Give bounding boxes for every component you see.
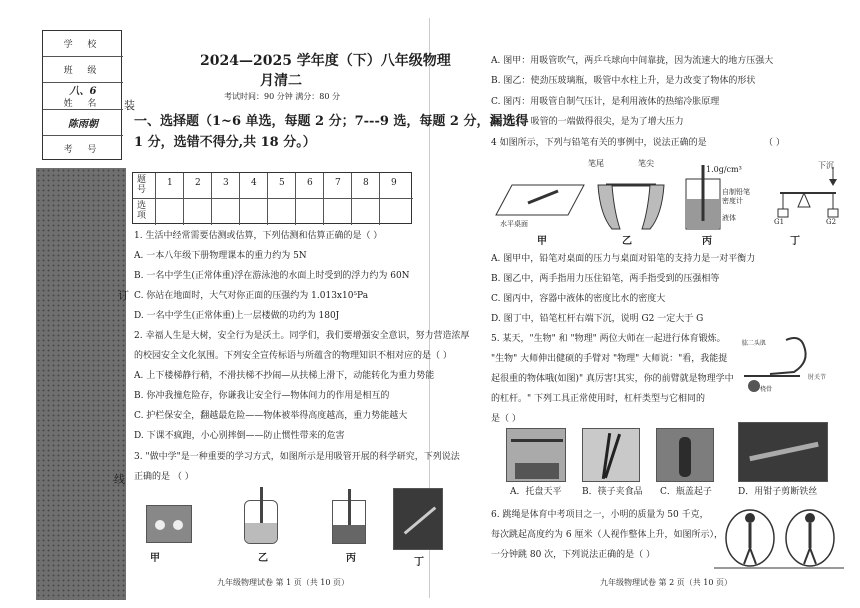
q4-answer-paren: （ ） bbox=[764, 138, 785, 148]
q5-label-muscle: 肱二头肌 bbox=[742, 340, 767, 347]
q4-label-density: 1.0g/cm³ bbox=[706, 165, 742, 174]
q3-figure-jia bbox=[146, 505, 192, 543]
footer-left: 九年级物理试卷 第 1 页（共 10 页） bbox=[217, 578, 349, 587]
q1-option-c: C. 你站在地面时，大气对你正面的压强约为 1.013x10⁵Pa bbox=[134, 291, 369, 301]
q4-label-g2: G2 bbox=[826, 218, 837, 226]
q5-photo-bottle-opener bbox=[656, 428, 714, 482]
binding-mark-ding: 订 bbox=[118, 289, 129, 302]
q4-option-d: D. 图丁中，铅笔杠杆右端下沉，说明 G2 一定大于 G bbox=[491, 314, 704, 324]
q4-label-liquid: 液体 bbox=[722, 214, 736, 222]
answer-table-num: 2 bbox=[195, 178, 201, 188]
q5-label-joint: 肘关节 bbox=[808, 374, 827, 381]
q3-option-a: A. 图甲：用吸管吹气，两乒乓球向中间靠拢，因为流速大的地方压强大 bbox=[491, 56, 774, 66]
q4-option-c: C. 图丙中，容器中液体的密度比水的密度大 bbox=[491, 294, 666, 304]
q4-label-pencil-tip: 笔尖 bbox=[638, 159, 654, 168]
q4-label-down: 下沉 bbox=[818, 161, 834, 170]
q4-figure-ding bbox=[778, 167, 838, 217]
q4-caption-jia: 甲 bbox=[537, 236, 547, 247]
q4-label-hydrometer: 自制铅笔密度计 bbox=[722, 188, 750, 205]
section-heading-line1: 一、选择题（1~6 单选，每题 2 分；7---9 选，每题 2 分，漏选得 bbox=[134, 114, 529, 129]
q1-option-d: D. 一名中学生(正常体重)上一层楼做的功约为 180J bbox=[134, 311, 340, 321]
q2-option-b: B. 你冲我撞危险存，你谦我让安全行—物体间力的作用是相互的 bbox=[134, 391, 390, 401]
q6-line1: 6. 跳绳是体育中考项目之一，小明的质量为 50 千克， bbox=[491, 510, 709, 520]
exam-title: 2024—2025 学年度（下）八年级物理 bbox=[200, 53, 451, 69]
q3-option-b: B. 图乙：使劲压玻璃瓶，吸管中水柱上升，是力改变了物体的形状 bbox=[491, 76, 756, 86]
q5-line5: 是（ ） bbox=[491, 414, 521, 424]
q3-figure-yi bbox=[244, 500, 278, 544]
q3-figure-ding bbox=[393, 488, 443, 550]
q4-figure-yi bbox=[598, 185, 664, 229]
q3-option-d: D. 图丁：吸管的一端做得很尖，是为了增大压力 bbox=[491, 117, 684, 127]
q4-label-table: 水平桌面 bbox=[500, 220, 528, 228]
q2-option-c: C. 护栏保安全，翻越最危险——物体被举得高度越高，重力势能越大 bbox=[134, 411, 408, 421]
q5-option-b: B．筷子夹食品 bbox=[582, 487, 643, 497]
q3-stem-line2: 正确的是 （ ） bbox=[134, 472, 194, 482]
q4-caption-ding: 丁 bbox=[790, 236, 800, 247]
q4-label-g1: G1 bbox=[774, 218, 785, 226]
answer-table-num: 1 bbox=[167, 178, 173, 188]
class-label: 班 级 bbox=[43, 57, 123, 83]
q5-photo-pliers bbox=[738, 422, 828, 482]
q1-option-b: B. 一名中学生(正常体重)浮在游泳池的水面上时受到的浮力约为 60N bbox=[134, 271, 410, 281]
answer-table-num: 4 bbox=[251, 178, 257, 188]
name-label: 姓 名 bbox=[43, 96, 123, 110]
q5-option-c: C．瓶盖起子 bbox=[660, 487, 712, 497]
q5-photo-balance bbox=[506, 428, 566, 482]
q4-option-b: B. 图乙中，两手指用力压住铅笔，两手指受到的压强相等 bbox=[491, 274, 720, 284]
student-info-table bbox=[42, 30, 122, 160]
q5-line4: 的杠杆。" 下列工具正常使用时，杠杆类型与它相同的 bbox=[491, 394, 706, 404]
answer-table-num: 5 bbox=[279, 178, 285, 188]
answer-table-num: 9 bbox=[391, 178, 397, 188]
q1-option-a: A. 一本八年级下册物理课本的重力约为 5N bbox=[134, 251, 307, 261]
q3-option-c: C. 图丙：用吸管自制气压计，是利用液体的热缩冷胀原理 bbox=[491, 97, 720, 107]
name-value: 陈雨朝 bbox=[43, 110, 123, 136]
q2-stem-line2: 的校园安全文化氛围。下列安全宣传标语与所蕴含的物理知识不相对应的是（ ） bbox=[134, 351, 452, 361]
exam-subtitle: 月清二 bbox=[260, 73, 302, 89]
q4-figure-jia bbox=[496, 185, 584, 215]
answer-table-num: 7 bbox=[335, 178, 341, 188]
q5-photo-chopsticks bbox=[582, 428, 640, 482]
exam-number-label: 考 号 bbox=[63, 144, 103, 155]
answer-table-num: 8 bbox=[363, 178, 369, 188]
binding-mark-xian: 线 bbox=[114, 473, 125, 486]
q2-option-d: D. 下课不疯跑，小心别摔倒——防止惯性带来的危害 bbox=[134, 431, 345, 441]
answer-table bbox=[132, 172, 412, 224]
footer-right: 九年级物理试卷 第 2 页（共 10 页） bbox=[600, 578, 732, 587]
q3-label-jia: 甲 bbox=[150, 553, 160, 564]
q5-line1: 5. 某天，"生物" 和 "物理" 两位大师在一起进行体育锻炼。 bbox=[491, 334, 726, 344]
q1-stem: 1. 生活中经常需要估测或估算，下列估测和估算正确的是（ ） bbox=[134, 231, 383, 241]
q6-jumprope-figure bbox=[714, 508, 844, 570]
q3-label-yi: 乙 bbox=[258, 553, 268, 564]
q3-figure-bing bbox=[332, 500, 366, 544]
q4-caption-yi: 乙 bbox=[622, 236, 632, 247]
q5-option-d: D．用钳子剪断铁丝 bbox=[738, 487, 818, 497]
answer-table-row1-label: 题号 bbox=[137, 175, 147, 195]
q6-line2: 每次跳起高度约为 6 厘米（人视作整体上升，如图所示）， bbox=[491, 530, 723, 540]
q3-label-bing: 丙 bbox=[346, 553, 356, 564]
q2-stem-line1: 2. 幸福人生是大树，安全行为是沃土。同学们，我们要增强安全意识，努力营造浓厚 bbox=[134, 331, 470, 341]
q4-stem: 4 如图所示，下列与铅笔有关的事例中，说法正确的是 bbox=[491, 138, 707, 148]
q4-caption-bing: 丙 bbox=[702, 236, 712, 247]
q6-line3: 一分钟跳 80 次，下列说法正确的是（ ） bbox=[491, 550, 656, 560]
school-label: 学 校 bbox=[43, 31, 123, 57]
class-value: 八、6 bbox=[69, 86, 97, 97]
shaded-margin-strip bbox=[36, 168, 126, 600]
q5-line2: "生物" 大师伸出健硕的手臂对 "物理" 大师说："看，我能提 bbox=[491, 354, 728, 364]
section-heading-line2: 1 分，选错不得分,共 18 分。） bbox=[134, 135, 316, 150]
answer-table-num: 3 bbox=[223, 178, 229, 188]
exam-info: 考试时间：90 分钟 满分：80 分 bbox=[224, 92, 340, 101]
q4-option-a: A. 图甲中，铅笔对桌面的压力与桌面对铅笔的支持力是一对平衡力 bbox=[491, 254, 756, 264]
answer-table-num: 6 bbox=[307, 178, 313, 188]
q5-label-radius: 桡骨 bbox=[760, 386, 773, 393]
q3-label-ding: 丁 bbox=[414, 557, 424, 568]
q5-line3: 起很重的物体哦(如图)" 真厉害!其实，你的前臂就是物理学中 bbox=[491, 374, 734, 384]
q5-option-a: A．托盘天平 bbox=[510, 487, 562, 497]
q2-option-a: A. 上下楼梯静行稍，不滑扶梯不抄闹—从扶梯上滑下，动能转化为重力势能 bbox=[134, 371, 435, 381]
binding-mark-zhuang: 装 bbox=[124, 99, 135, 112]
q3-stem-line1: 3. "做中学"是一种重要的学习方式，如图所示是用吸管开展的科学研究，下列说法 bbox=[134, 452, 460, 462]
answer-table-row2-label: 选项 bbox=[137, 201, 147, 221]
q4-label-pencil-tail: 笔尾 bbox=[588, 159, 604, 168]
